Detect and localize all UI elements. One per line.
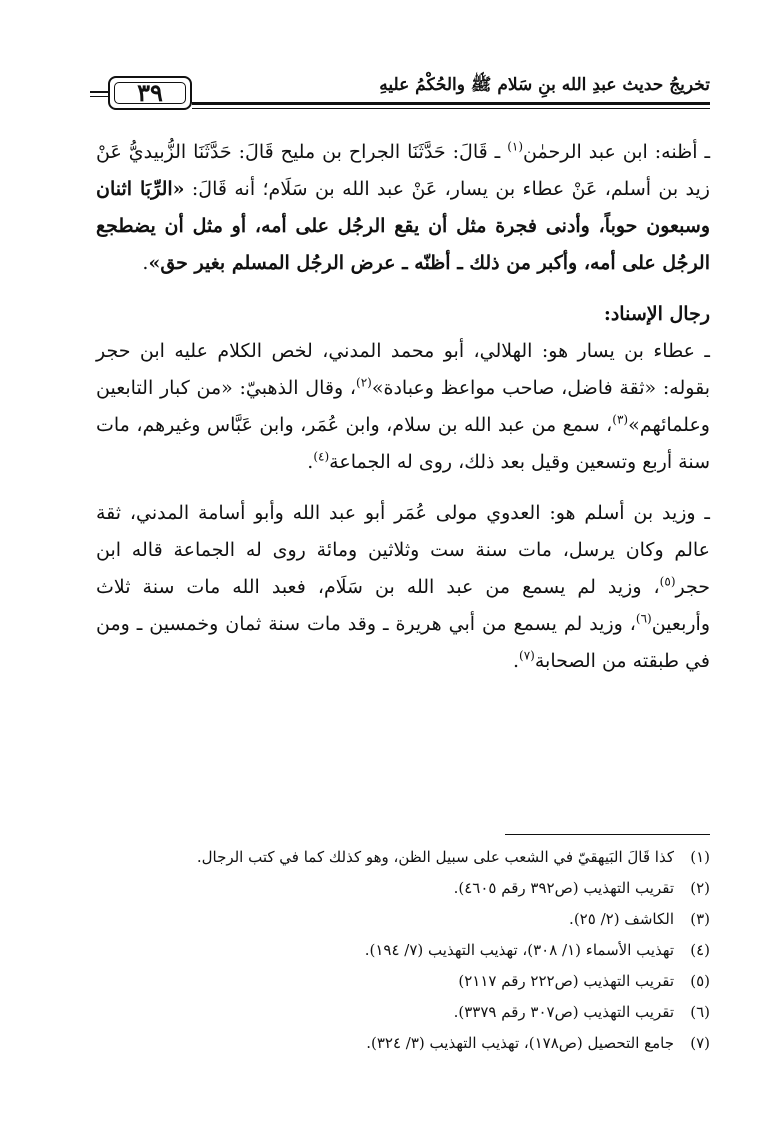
- footnote-number: (٣): [690, 910, 710, 928]
- header-rule-left: [90, 91, 108, 93]
- footnote: [96, 997, 710, 1028]
- footnote-ref-6: (٦): [635, 611, 652, 626]
- footnote-text: الكاشف (٢/ ٢٥).: [569, 910, 674, 928]
- text-run: .: [307, 451, 314, 473]
- footnote: [96, 904, 710, 935]
- footnote-text: تقريب التهذيب (ص٣٠٧ رقم ٣٣٧٩).: [453, 1003, 674, 1021]
- footnote-text: جامع التحصيل (ص١٧٨)، تهذيب التهذيب (٣/ ٣٢٤).: [366, 1034, 674, 1052]
- footnote-ref-2: (٢): [356, 375, 372, 390]
- footnote-number: (٤): [690, 941, 710, 959]
- footnote-text: كذا قَالَ البَيهقيّ في الشعب على سبيل الظن، وهو كذلك كما في كتب الرجال.: [196, 848, 674, 866]
- footnote-text: تقريب التهذيب (ص٣٩٢ رقم ٤٦٠٥).: [453, 879, 674, 897]
- text-run: ـ قَالَ: حَدَّثَنَا الجراح بن مليح قَالَ: حَدَّثَنَا الزُّبيديُّ عَنْ زيد بن أسلم، عَنْ عطاء بن يسار، عَنْ عبد الله بن سَلَام؛ أنه قَالَ:: [96, 141, 710, 200]
- text-run: ، سمع من عبد الله بن سلام، وابن عُمَر، وابن عَبَّاس وغيرهم، مات سنة أربع وتسعين وقيل بعد ذلك، روى له الجماعة: [96, 414, 710, 473]
- text-run: .: [142, 252, 149, 274]
- main-text: [96, 134, 710, 680]
- footnote: [96, 873, 710, 904]
- footnote-number: (٥): [690, 972, 710, 990]
- footnote: [96, 1028, 710, 1059]
- footnote: [96, 842, 710, 873]
- footnote-number: (١): [690, 848, 710, 866]
- footnote-number: (٦): [690, 1003, 710, 1021]
- text-run: ، وزيد لم يسمع من عبد الله بن سَلَام، فعبد الله مات سنة ثلاث وأربعين: [96, 576, 710, 635]
- footnote-ref-1: (١): [507, 139, 524, 154]
- footnote-number: (٢): [690, 879, 710, 897]
- text-run: ، وقال الذهبيّ: «من كبار التابعين وعلمائهم»: [96, 377, 710, 436]
- footnote-ref-4: (٤): [313, 449, 330, 464]
- footnote: [96, 966, 710, 997]
- paragraph-ata: [96, 333, 710, 481]
- footnote-ref-7: (٧): [519, 648, 535, 663]
- text-run: .: [512, 650, 520, 672]
- footnote-ref-3: (٣): [612, 412, 629, 427]
- text-run: ـ أظنه: ابن عبد الرحمٰن: [523, 141, 711, 163]
- footnote-text: تقريب التهذيب (ص٢٢٢ رقم ٢١١٧): [458, 972, 674, 990]
- footnotes: [96, 842, 710, 1059]
- header-rule-thin: [192, 108, 710, 109]
- text-run: ، وزيد لم يسمع من أبي هريرة ـ وقد مات سنة ثمان وخمسين ـ ومن في طبقته من الصحابة: [96, 613, 710, 672]
- section-heading: رجال الإسناد:: [603, 303, 710, 325]
- text-run: ـ عطاء بن يسار هو: الهلالي، أبو محمد المدني، لخص الكلام عليه ابن حجر بقوله: «ثقة فاضل، صاحب مواعظ وعبادة»: [96, 340, 710, 399]
- header-title: تخريجُ حديث عبدِ الله بنِ سَلام ﷺ والحُكْمُ عليهِ: [379, 75, 710, 95]
- header-rule-left-thin: [90, 96, 108, 97]
- text-run: ـ وزيد بن أسلم هو: العدوي مولى عُمَر أبو عبد الله وأبو أسامة المدني، ثقة عالم وكان يرسل، مات سنة ست وثلاثين ومائة روى له الجماعة قاله ابن حجر: [96, 502, 710, 598]
- running-header: [108, 72, 710, 116]
- footnote-text: تهذيب الأسماء (١/ ٣٠٨)، تهذيب التهذيب (٧/ ١٩٤).: [364, 941, 674, 959]
- paragraph-zayd: [96, 495, 710, 680]
- footnote-ref-5: (٥): [659, 574, 676, 589]
- footnote-number: (٧): [690, 1034, 710, 1052]
- header-rule-thick: [192, 102, 710, 105]
- footnote: [96, 935, 710, 966]
- page-number: ٣٩: [137, 78, 163, 107]
- paragraph-isnad: [96, 134, 710, 282]
- footnote-separator: [505, 834, 710, 835]
- page-number-box: [108, 76, 192, 110]
- hadith-text: «الرِّبَا اثنان وسبعون حوباً، وأدنى فجرة مثل أن يقع الرجُل على أمه، أو مثل أن يضطجع الرجُل على أمه، وأكبر من ذلك ـ أظنّه ـ عرض الرجُل المسلم بغير حق»: [96, 178, 710, 274]
